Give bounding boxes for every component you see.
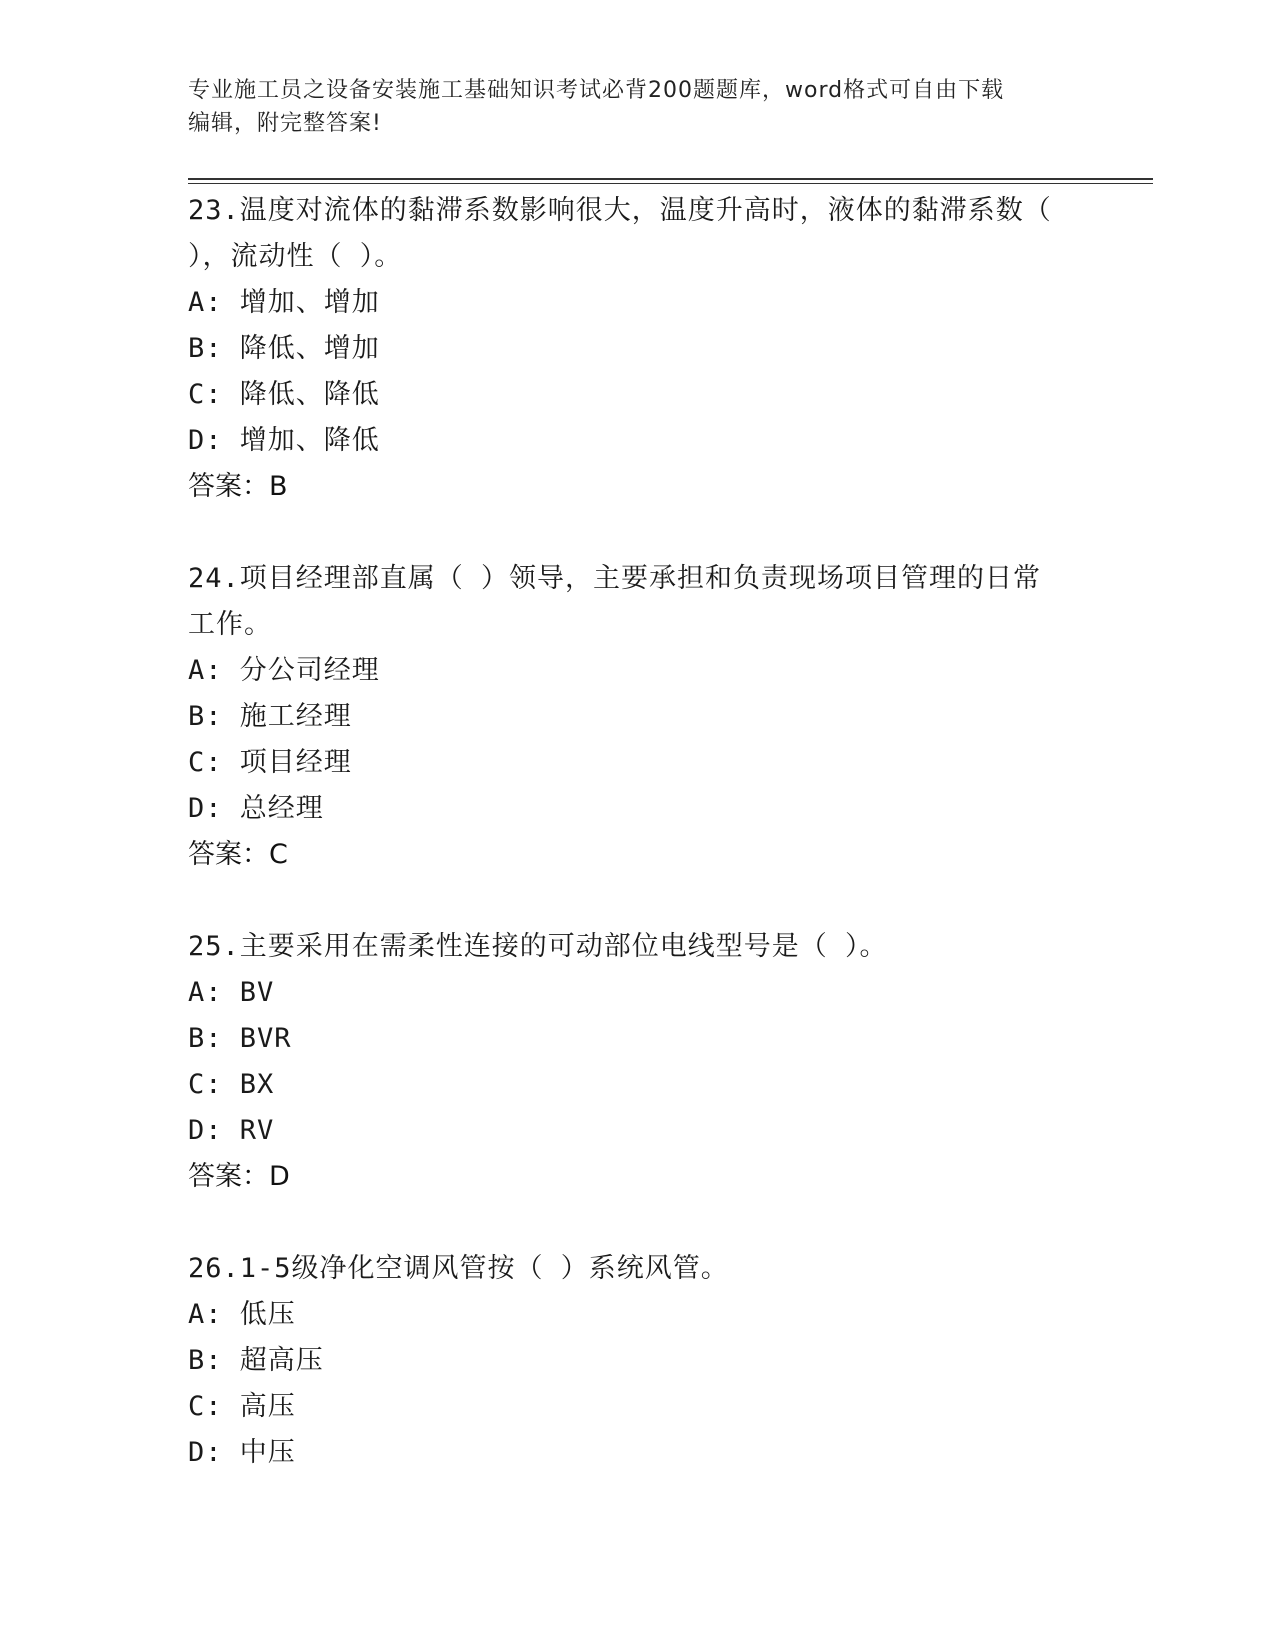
option-b: B: BVR [188, 1023, 292, 1054]
question-stem-line: 24.项目经理部直属（ ）领导，主要承担和负责现场项目管理的日常 [188, 563, 1042, 594]
question-stem-line: 工作。 [188, 609, 272, 640]
question-stem-line: 23.温度对流体的黏滞系数影响很大，温度升高时，液体的黏滞系数（ [188, 195, 1052, 226]
answer-line: 答案：C [188, 839, 288, 870]
header-line-1: 专业施工员之设备安装施工基础知识考试必背200题题库，word格式可自由下载 [188, 78, 1005, 103]
question-26 [188, 1246, 1088, 1476]
option-a: A: BV [188, 977, 275, 1008]
option-a: A: 低压 [188, 1299, 296, 1330]
option-b: B: 施工经理 [188, 701, 352, 732]
option-c: C: 项目经理 [188, 747, 352, 778]
question-spacer [188, 878, 1088, 924]
option-b: B: 降低、增加 [188, 333, 380, 364]
question-24 [188, 556, 1088, 878]
document-header [188, 74, 1088, 140]
option-c: C: 降低、降低 [188, 379, 380, 410]
option-d: D: 总经理 [188, 793, 324, 824]
header-line-2: 编辑，附完整答案! [188, 111, 382, 136]
option-c: C: BX [188, 1069, 275, 1100]
question-23 [188, 188, 1088, 510]
option-a: A: 增加、增加 [188, 287, 380, 318]
question-stem-line: 25.主要采用在需柔性连接的可动部位电线型号是（ ）。 [188, 931, 888, 962]
option-b: B: 超高压 [188, 1345, 324, 1376]
option-d: D: RV [188, 1115, 275, 1146]
answer-line: 答案：B [188, 471, 288, 502]
option-d: D: 中压 [188, 1437, 296, 1468]
option-c: C: 高压 [188, 1391, 296, 1422]
question-spacer [188, 1200, 1088, 1246]
header-divider-thin [188, 183, 1153, 184]
question-stem-line: 26.1-5级净化空调风管按（ ）系统风管。 [188, 1253, 729, 1284]
header-divider-thick [188, 178, 1153, 180]
question-list [188, 188, 1088, 1476]
answer-line: 答案：D [188, 1161, 290, 1192]
option-a: A: 分公司经理 [188, 655, 380, 686]
question-25 [188, 924, 1088, 1200]
option-d: D: 增加、降低 [188, 425, 380, 456]
question-stem-line: ），流动性（ ）。 [188, 241, 403, 272]
question-spacer [188, 510, 1088, 556]
